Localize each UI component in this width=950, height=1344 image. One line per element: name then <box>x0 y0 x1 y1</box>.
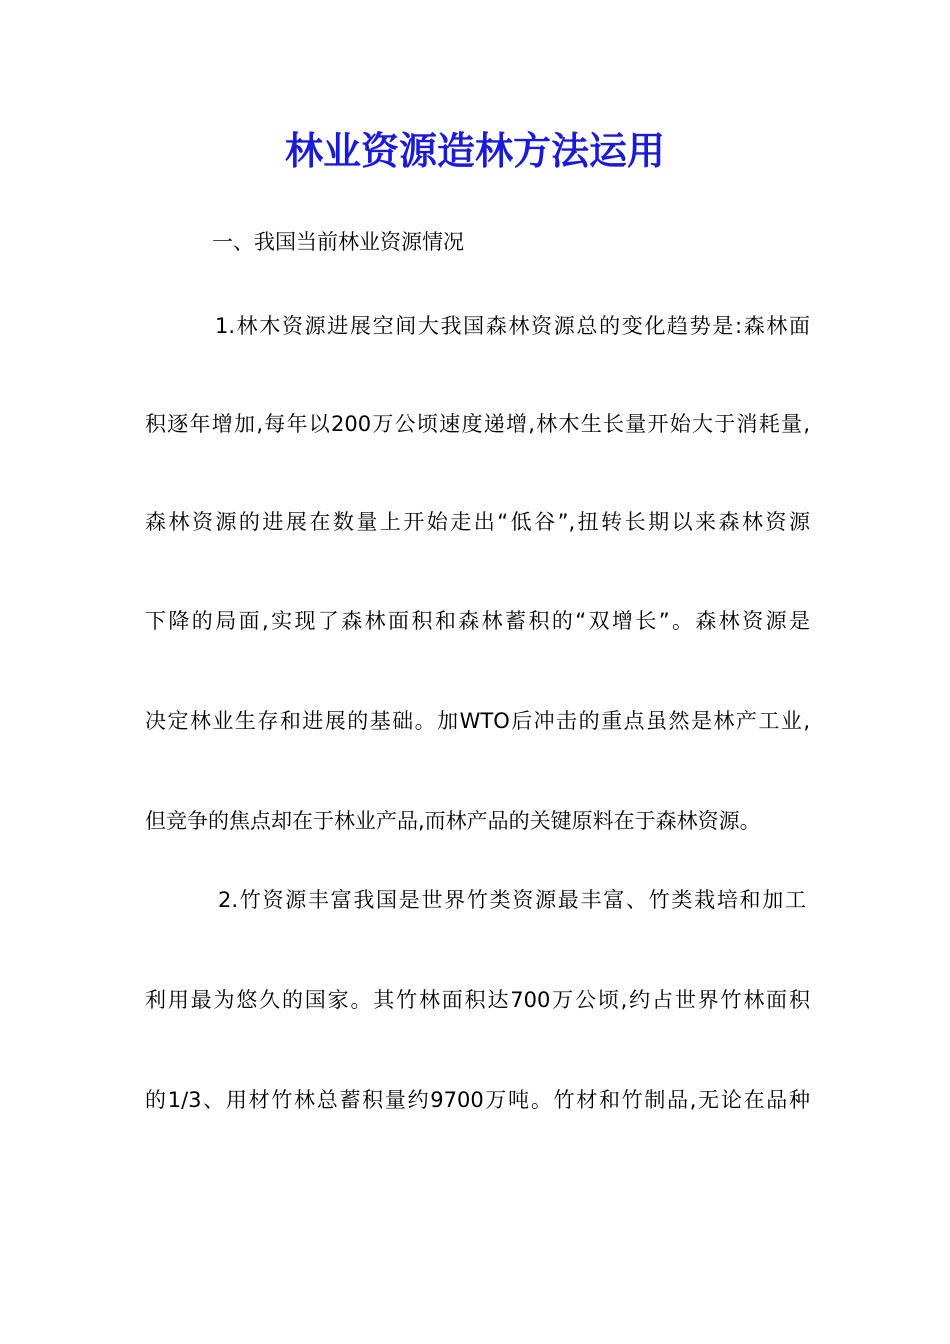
paragraph-line: 利用最为悠久的国家。其竹林面积达700万公顷,约占世界竹林面积 <box>145 988 810 1012</box>
paragraph-line: 1.林木资源进展空间大我国森林资源总的变化趋势是:森林面 <box>215 314 810 338</box>
document-title: 林业资源造林方法运用 <box>284 128 665 173</box>
paragraph-line: 森林资源的进展在数量上开始走出“低谷”,扭转长期以来森林资源 <box>145 510 810 534</box>
paragraph-line: 下降的局面,实现了森林面积和森林蓄积的“双增长”。森林资源是 <box>145 609 810 633</box>
paragraph-line: 的1/3、用材竹林总蓄积量约9700万吨。竹材和竹制品,无论在品种 <box>145 1088 810 1112</box>
paragraph-line: 积逐年增加,每年以200万公顷速度递增,林木生长量开始大于消耗量, <box>145 412 810 436</box>
paragraph-line: 但竞争的焦点却在于林业产品,而林产品的关键原料在于森林资源。 <box>145 809 761 833</box>
paragraph-line: 决定林业生存和进展的基础。加WTO后冲击的重点虽然是林产工业, <box>145 709 810 733</box>
section-heading: 一、我国当前林业资源情况 <box>212 230 464 254</box>
paragraph-line: 2.竹资源丰富我国是世界竹类资源最丰富、竹类栽培和加工 <box>218 888 806 912</box>
